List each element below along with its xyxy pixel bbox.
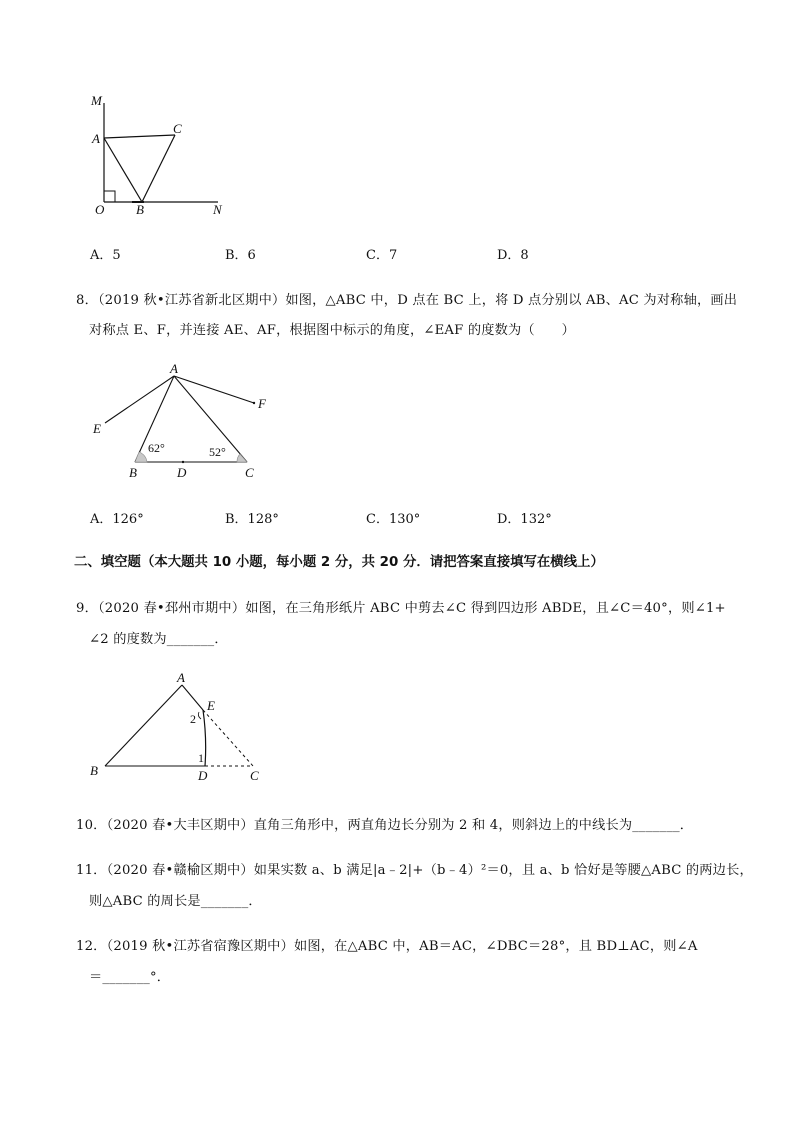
q11-question-line1: 11．（2020 春•赣榆区期中）如果实数 a、b 满足|a﹣2|+（b﹣4）²＝0，且 a、b 恰好是等腰△ABC 的两边长， [76, 863, 753, 878]
section-heading: 二、填空题（本大题共 10 小题，每小题 2 分，共 20 分．请把答案直接填写在横线上） [74, 555, 604, 570]
q8-option-c: C．130° [366, 512, 421, 527]
q7-figure [80, 90, 240, 225]
q8-option-d: D．132° [497, 512, 552, 527]
angle-52-label: 52° [209, 445, 226, 459]
angle-62-label: 62° [148, 441, 165, 455]
label-A: A [170, 361, 178, 376]
q8-option-a: A．126° [90, 512, 144, 527]
label-A: A [92, 131, 100, 146]
label-B: B [136, 202, 144, 217]
label-B: B [129, 465, 137, 480]
q8-question-line1: 8．（2019 秋•江苏省新北区期中）如图，△ABC 中，D 点在 BC 上，将 D 点分别以 AB、AC 为对称轴，画出 [76, 293, 738, 308]
label-B: B [90, 763, 98, 778]
label-M: M [91, 93, 102, 108]
q9-figure [85, 668, 275, 786]
label-F: F [258, 396, 266, 411]
q10-question: 10．（2020 春•大丰区期中）直角三角形中，两直角边长分别为 2 和 4，则斜边上的中线长为_______． [76, 818, 694, 833]
label-E: E [93, 421, 101, 436]
q12-question-line1: 12．（2019 秋•江苏省宿豫区期中）如图，在△ABC 中，AB＝AC，∠DBC＝28°，且 BD⊥AC，则∠A [76, 939, 698, 954]
label-C: C [245, 465, 254, 480]
q12-question-line2: ＝_______°． [89, 970, 171, 985]
q7-option-b: B．6 [225, 248, 256, 263]
label-C: C [250, 768, 259, 783]
q8-option-b: B．128° [225, 512, 279, 527]
q8-question-line2: 对称点 E、F，并连接 AE、AF，根据图中标示的角度，∠EAF 的度数为（ ） [89, 323, 575, 338]
q8-figure [85, 358, 285, 483]
label-D: D [177, 465, 187, 480]
label-D: D [198, 768, 208, 783]
angle-1-label: 1 [198, 751, 204, 765]
q11-question-line2: 则△ABC 的周长是_______． [89, 894, 262, 909]
angle-2-label: 2 [190, 712, 196, 726]
label-O: O [95, 202, 105, 217]
q9-question-line1: 9．（2020 春•邳州市期中）如图，在三角形纸片 ABC 中剪去∠C 得到四边形 ABDE，且∠C＝40°，则∠1+ [76, 601, 726, 616]
q7-option-c: C．7 [366, 248, 398, 263]
label-C: C [173, 121, 182, 136]
label-N: N [213, 202, 222, 217]
q7-option-d: D．8 [497, 248, 529, 263]
label-A: A [177, 670, 185, 685]
label-E: E [207, 698, 215, 713]
q7-option-a: A．5 [90, 248, 121, 263]
q9-question-line2: ∠2 的度数为_______． [89, 632, 228, 647]
